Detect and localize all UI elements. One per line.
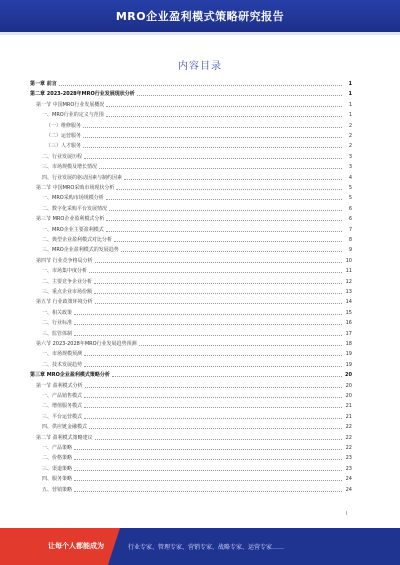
toc-leader-dots bbox=[94, 292, 342, 294]
toc-leader-dots bbox=[84, 396, 342, 398]
toc-entry[interactable] bbox=[30, 465, 352, 473]
toc-leader-dots bbox=[95, 302, 342, 304]
toc-entry[interactable] bbox=[30, 309, 352, 317]
toc-leader-dots bbox=[106, 115, 342, 117]
toc-entry-label: 三、平台运营模式 bbox=[42, 413, 83, 420]
toc-heading: 内容目录 bbox=[178, 61, 222, 72]
toc-entry-label: 一、MRO行业的定义与范围 bbox=[42, 112, 104, 119]
toc-entry-page: 17 bbox=[345, 330, 352, 337]
toc-entry-page: 15 bbox=[345, 309, 352, 316]
header-divider bbox=[0, 32, 400, 35]
toc-entry-label: 第三节 MRO企业盈利模式分析 bbox=[36, 216, 105, 223]
toc-leader-dots bbox=[106, 219, 342, 221]
toc-chapter-entry[interactable] bbox=[30, 90, 352, 98]
toc-entry[interactable] bbox=[30, 278, 352, 286]
toc-leader-dots bbox=[139, 344, 342, 346]
toc-entry-label: 第三章 MRO企业盈利模式策略分析 bbox=[30, 372, 110, 379]
toc-entry[interactable] bbox=[30, 288, 352, 296]
toc-leader-dots bbox=[137, 94, 342, 96]
toc-entry-label: 四、服务策略 bbox=[42, 476, 73, 483]
toc-entry-label: 第二章 2023-2028年MRO行业发展现状分析 bbox=[30, 91, 135, 98]
toc-entry-page: 6 bbox=[348, 216, 352, 223]
toc-entry-page: 7 bbox=[348, 226, 352, 233]
toc-entry-page: 11 bbox=[345, 268, 352, 275]
toc-entry-page: 14 bbox=[345, 299, 352, 306]
toc-entry-page: 9 bbox=[348, 247, 352, 254]
toc-entry-page: 19 bbox=[345, 361, 352, 368]
toc-leader-dots bbox=[74, 334, 342, 336]
toc-entry-page: 8 bbox=[348, 237, 352, 243]
toc-entry-page: 2 bbox=[348, 133, 352, 139]
report-header bbox=[0, 0, 400, 32]
toc-leader-dots bbox=[84, 406, 342, 408]
toc-entry-page: 4 bbox=[348, 174, 352, 181]
toc-entry[interactable] bbox=[30, 142, 352, 150]
toc-entry-label: 一、MRO采购市场规模分析 bbox=[42, 195, 104, 202]
toc-entry[interactable] bbox=[30, 392, 352, 400]
toc-chapter-entry[interactable] bbox=[30, 371, 352, 379]
toc-entry-label: 第一节 盈利模式分析 bbox=[36, 382, 83, 389]
toc-leader-dots bbox=[84, 365, 342, 367]
toc-leader-dots bbox=[114, 240, 342, 242]
toc-leader-dots bbox=[95, 438, 342, 440]
toc-entry-page: 22 bbox=[345, 434, 352, 441]
toc-entry-label: 一、市场集中度分析 bbox=[42, 268, 88, 275]
toc-entry-page: 24 bbox=[345, 486, 352, 493]
toc-leader-dots bbox=[95, 261, 342, 263]
footer-banner bbox=[0, 528, 400, 565]
toc-entry-label: 二、价格策略 bbox=[42, 455, 73, 462]
toc-entry-label: 三、渠道策略 bbox=[42, 465, 73, 472]
toc-entry[interactable] bbox=[30, 122, 352, 130]
toc-entry-page: 1 bbox=[348, 91, 352, 98]
toc-entry[interactable] bbox=[30, 330, 352, 338]
toc-entry-page: 13 bbox=[345, 289, 352, 295]
toc-entry-page: 21 bbox=[345, 403, 352, 410]
toc-entry-label: 第五节 行业政策环境分析 bbox=[36, 299, 93, 306]
toc-entry-label: （三）人才服务 bbox=[46, 143, 82, 150]
toc-entry-label: 一、产品策略 bbox=[42, 445, 73, 451]
toc-entry[interactable] bbox=[30, 475, 352, 483]
toc-leader-dots bbox=[85, 386, 342, 388]
toc-entry-label: 第六节 2023-2028年MRO行业发展趋势预测 bbox=[36, 341, 137, 347]
toc-entry-label: 一、产品销售模式 bbox=[42, 393, 83, 399]
toc-leader-dots bbox=[74, 458, 342, 460]
toc-entry-page: 5 bbox=[348, 185, 352, 191]
toc-leader-dots bbox=[109, 209, 342, 211]
toc-entry[interactable] bbox=[30, 215, 352, 223]
toc-leader-dots bbox=[121, 250, 342, 252]
page-number: I bbox=[346, 511, 348, 517]
toc-entry[interactable] bbox=[30, 101, 352, 109]
toc-entry-page: 6 bbox=[348, 205, 352, 212]
toc-entry[interactable] bbox=[30, 319, 352, 327]
toc-entry[interactable] bbox=[30, 350, 352, 358]
toc-chapter-entry[interactable] bbox=[30, 80, 352, 88]
toc-entry-label: 二、主要竞争企业分析 bbox=[42, 278, 93, 285]
toc-leader-dots bbox=[106, 230, 342, 232]
toc-entry-label: 一、相关政策 bbox=[42, 309, 73, 316]
toc-entry-label: 第一章 前言 bbox=[30, 81, 57, 87]
toc-entry[interactable] bbox=[30, 486, 352, 494]
toc-entry[interactable] bbox=[30, 444, 352, 452]
toc-entry[interactable] bbox=[30, 340, 352, 348]
toc-entry-page: 12 bbox=[345, 278, 352, 285]
toc-entry[interactable] bbox=[30, 194, 352, 202]
toc-entry-label: 五、营销策略 bbox=[42, 486, 73, 493]
toc-entry[interactable] bbox=[30, 174, 352, 182]
toc-leader-dots bbox=[106, 105, 342, 107]
toc-entry-label: （一）维修服务 bbox=[46, 122, 82, 129]
toc-entry-label: 四、供应链金融模式 bbox=[42, 424, 88, 431]
toc-leader-dots bbox=[83, 146, 342, 148]
toc-entry[interactable] bbox=[30, 153, 352, 161]
toc-entry[interactable] bbox=[30, 205, 352, 213]
toc-entry-label: 一、MRO企业主要盈利模式 bbox=[42, 226, 104, 233]
toc-entry-page: 24 bbox=[345, 476, 352, 483]
toc-leader-dots bbox=[59, 84, 342, 86]
footer-slogan: 让每个人都能成为 bbox=[48, 542, 104, 550]
toc-entry-page: 1 bbox=[348, 101, 352, 108]
toc-entry-page: 2 bbox=[348, 122, 352, 129]
toc-leader-dots bbox=[83, 126, 342, 128]
toc-entry-page: 3 bbox=[348, 164, 352, 171]
toc-leader-dots bbox=[124, 178, 342, 180]
toc-entry-label: 一、市场规模预测 bbox=[42, 351, 83, 358]
toc-leader-dots bbox=[94, 282, 342, 284]
toc-entry[interactable] bbox=[30, 298, 352, 306]
toc-entry-page: 5 bbox=[348, 195, 352, 202]
toc-entry-page: 19 bbox=[345, 351, 352, 358]
toc-leader-dots bbox=[74, 313, 342, 315]
toc-entry[interactable] bbox=[30, 361, 352, 369]
toc-entry[interactable] bbox=[30, 163, 352, 171]
toc-entry-label: 第二节 中国MRO采购市场现状分析 bbox=[36, 185, 115, 191]
toc-entry-label: 三、MRO企业盈利模式的发展趋势 bbox=[42, 247, 119, 254]
toc-entry-label: 第一节 中国MRO行业发展概况 bbox=[36, 101, 105, 108]
toc-entry-page: 16 bbox=[345, 320, 352, 327]
toc-leader-dots bbox=[84, 417, 342, 419]
toc-leader-dots bbox=[89, 271, 342, 273]
toc-entry[interactable] bbox=[30, 226, 352, 234]
toc-entry-label: 三、监管体制 bbox=[42, 330, 73, 337]
toc-leader-dots bbox=[99, 167, 342, 169]
toc-entry[interactable] bbox=[30, 236, 352, 244]
toc-entry-label: 三、市场规模及增长情况 bbox=[42, 164, 98, 171]
toc-leader-dots bbox=[116, 188, 342, 190]
footer-tagline: 行业专家、管理专家、营销专家、战略专家、运营专家…… bbox=[128, 544, 285, 551]
toc-entry-label: 四、行业发展的驱动因素与制约因素 bbox=[42, 174, 123, 181]
toc-leader-dots bbox=[74, 479, 342, 481]
toc-entry-page: 22 bbox=[345, 445, 352, 451]
toc-entry-page: 1 bbox=[348, 81, 352, 87]
toc-entry[interactable] bbox=[30, 434, 352, 442]
toc-entry[interactable] bbox=[30, 402, 352, 410]
toc-leader-dots bbox=[83, 136, 342, 138]
toc-leader-dots bbox=[106, 198, 342, 200]
toc-entry-page: 22 bbox=[345, 424, 352, 431]
toc-entry-label: 二、行业发展历程 bbox=[42, 153, 83, 160]
toc-leader-dots bbox=[74, 469, 342, 471]
toc-entry-label: 二、行业标准 bbox=[42, 320, 73, 327]
toc-entry[interactable] bbox=[30, 382, 352, 390]
toc-entry-page: 23 bbox=[345, 465, 352, 472]
toc-entry-page: 3 bbox=[348, 153, 352, 160]
toc-entry-label: 二、典型企业盈利模式对比分析 bbox=[42, 237, 113, 243]
toc-entry[interactable] bbox=[30, 111, 352, 119]
toc-entry-label: （二）运营服务 bbox=[46, 133, 82, 139]
report-title: MRO企业盈利模式策略研究报告 bbox=[115, 10, 285, 23]
toc-entry-page: 20 bbox=[345, 393, 352, 399]
toc-entry-label: 二、增值服务模式 bbox=[42, 403, 83, 410]
toc-entry-page: 1 bbox=[348, 112, 352, 119]
toc-leader-dots bbox=[74, 490, 342, 492]
toc-entry[interactable] bbox=[30, 454, 352, 462]
toc-entry-label: 三、重点企业市场份额 bbox=[42, 289, 93, 295]
toc-entry[interactable] bbox=[30, 413, 352, 421]
toc-entry-page: 18 bbox=[345, 341, 352, 347]
toc-entry-label: 二、技术发展趋势 bbox=[42, 361, 83, 368]
toc-entry[interactable] bbox=[30, 184, 352, 192]
table-of-contents bbox=[30, 80, 352, 498]
toc-entry-page: 21 bbox=[345, 413, 352, 420]
toc-entry-page: 2 bbox=[348, 143, 352, 150]
toc-entry-page: 10 bbox=[345, 257, 352, 264]
toc-entry-page: 20 bbox=[345, 372, 352, 379]
toc-entry[interactable] bbox=[30, 246, 352, 254]
toc-leader-dots bbox=[84, 157, 342, 159]
toc-entry[interactable] bbox=[30, 267, 352, 275]
toc-entry-page: 20 bbox=[345, 382, 352, 389]
toc-leader-dots bbox=[89, 427, 342, 429]
toc-leader-dots bbox=[84, 354, 342, 356]
toc-entry-label: 第二节 盈利模式策略建议 bbox=[36, 434, 93, 441]
toc-leader-dots bbox=[74, 323, 342, 325]
toc-leader-dots bbox=[74, 448, 342, 450]
toc-entry[interactable] bbox=[30, 257, 352, 265]
toc-entry[interactable] bbox=[30, 423, 352, 431]
toc-entry[interactable] bbox=[30, 132, 352, 140]
toc-entry-page: 23 bbox=[345, 455, 352, 462]
toc-entry-label: 二、数字化采购平台发展情况 bbox=[42, 205, 108, 212]
toc-entry-label: 第四节 行业竞争格局分析 bbox=[36, 257, 93, 264]
toc-leader-dots bbox=[112, 375, 342, 377]
